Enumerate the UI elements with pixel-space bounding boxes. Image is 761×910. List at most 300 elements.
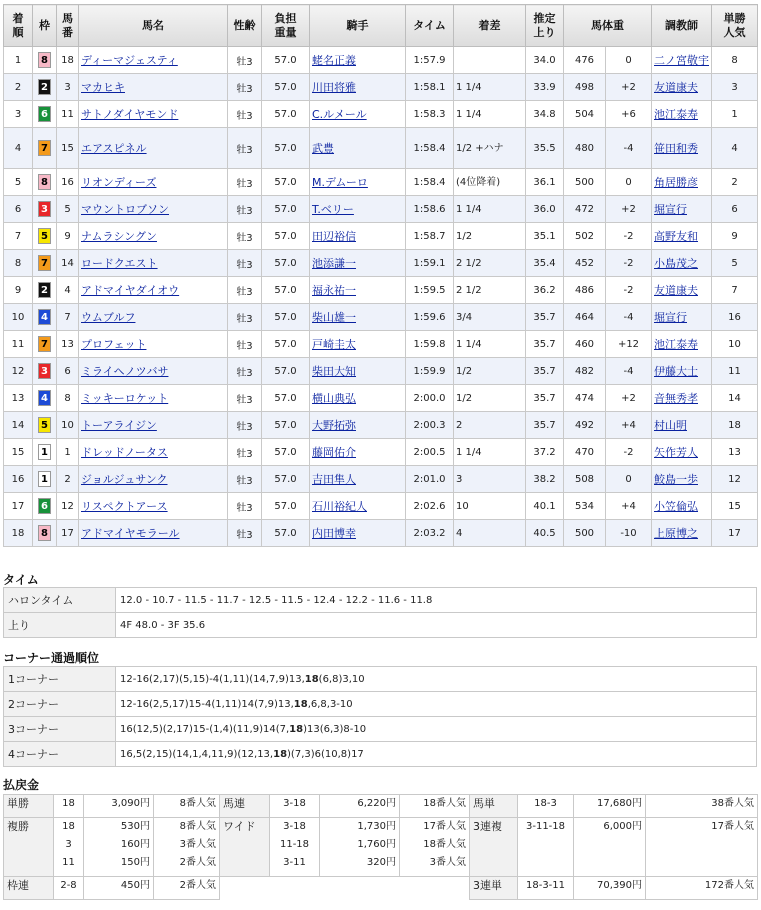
corner-highlight: 18 [304,673,319,685]
trainer-link[interactable]: 二ノ宮敬宇 [654,54,709,67]
corner-row [4,742,757,767]
trainer-link[interactable]: 笹田和秀 [654,142,698,155]
header-sexage[interactable]: 性齢 [228,5,262,47]
horse-name-link[interactable]: プロフェット [81,338,147,351]
corner-key: 2コーナー [4,692,116,717]
results-header-row [4,5,758,47]
sex-age-cell: 牡3 [228,466,262,493]
trainer-link[interactable]: 村山明 [654,419,687,432]
weight-diff-cell: +2 [606,196,652,223]
payout-label: 3連複 [473,820,502,833]
corner-value [116,742,757,767]
last3f-cell: 35.7 [526,331,564,358]
body-weight-cell: 470 [564,439,606,466]
payout-label-wide [220,818,270,877]
payout-num: 2-8 [60,880,77,891]
payout-pop: 172番人気 [704,880,754,891]
result-row [4,250,758,277]
waku-cell [33,331,57,358]
horse-name-link[interactable]: アドマイヤダイオウ [81,284,180,297]
waku-cell [33,101,57,128]
sex-age-cell: 牡3 [228,277,262,304]
horse-name-link[interactable]: ドレッドノータス [81,446,168,459]
jockey-link[interactable]: 蛯名正義 [312,54,356,67]
waku-badge: 3 [38,363,51,379]
horse-name-link[interactable]: ミライヘノツバサ [81,365,169,378]
weight-diff-cell: +12 [606,331,652,358]
header-time[interactable]: タイム [406,5,454,47]
header-num[interactable]: 馬 番 [57,5,79,47]
payout-label-tansho [4,795,54,818]
waku-badge: 8 [38,174,51,190]
jockey-link[interactable]: 大野拓弥 [312,419,356,432]
horse-name-link[interactable]: サトノダイヤモンド [81,108,179,121]
horse-name-cell [79,358,228,385]
rank-cell: 6 [4,196,33,223]
horse-number-cell: 3 [57,74,79,101]
horse-name-cell [79,385,228,412]
payout-pops-wide [400,818,470,877]
time-cell: 2:03.2 [406,520,454,547]
weight-diff-cell: 0 [606,169,652,196]
sex-age-cell: 牡3 [228,385,262,412]
time-row-agari [4,613,757,638]
time-cell: 1:58.1 [406,74,454,101]
jockey-link[interactable]: T.ベリー [312,203,354,216]
trainer-link[interactable]: 池江泰寿 [654,338,698,351]
rank-cell: 12 [4,358,33,385]
margin-cell: 3 [454,466,526,493]
horse-name-cell [79,74,228,101]
payout-pop: 17番人気 [711,821,754,832]
jockey-cell [310,439,406,466]
payout-amount: 320円 [366,857,396,868]
waku-badge: 5 [38,228,51,244]
popularity-cell: 7 [712,277,758,304]
trainer-cell [652,331,712,358]
jockey-link[interactable]: 柴山雄一 [312,311,356,324]
weight-cell: 57.0 [262,223,310,250]
payout-amount: 150円 [120,857,150,868]
payout-pop: 3番人気 [179,839,216,850]
sex-age-cell: 牡3 [228,358,262,385]
waku-cell [33,169,57,196]
payout-pops-wakuren [154,877,220,900]
result-row [4,101,758,128]
horse-name-link[interactable]: リスペクトアース [81,500,168,513]
time-cell: 1:59.1 [406,250,454,277]
trainer-link[interactable]: 上原博之 [654,527,698,540]
horse-name-cell [79,304,228,331]
rank-cell: 3 [4,101,33,128]
weight-diff-cell: +2 [606,385,652,412]
weight-diff-cell: -2 [606,439,652,466]
jockey-cell [310,304,406,331]
header-waku[interactable]: 枠 [33,5,57,47]
corner-highlight: 18 [293,698,308,710]
trainer-link[interactable]: 矢作芳人 [654,446,698,459]
corner-order: )13(6,3)8-10 [303,723,367,735]
horse-name-link[interactable]: ミッキーロケット [81,392,169,405]
waku-badge: 4 [38,390,51,406]
waku-cell [33,304,57,331]
payout-spacer [220,877,470,900]
margin-cell: 1 1/4 [454,331,526,358]
payout-label: 枠連 [7,879,29,892]
weight-diff-cell: -10 [606,520,652,547]
jockey-link[interactable]: 柴田大知 [312,365,356,378]
payout-pop: 17番人気 [423,821,466,832]
rank-cell: 15 [4,439,33,466]
jockey-link[interactable]: 藤岡佑介 [312,446,356,459]
result-row [4,169,758,196]
payout-amounts-fukusho [84,818,154,877]
header-weight[interactable]: 負担 重量 [262,5,310,47]
payout-label: 馬連 [223,797,245,810]
body-weight-cell: 500 [564,520,606,547]
payout-num: 3 [65,839,72,850]
sex-age-cell: 牡3 [228,304,262,331]
weight-cell: 57.0 [262,196,310,223]
results-body [4,47,758,547]
trainer-cell [652,74,712,101]
body-weight-cell: 452 [564,250,606,277]
time-cell: 2:02.6 [406,493,454,520]
jockey-link[interactable]: 吉田隼人 [312,473,356,486]
horse-name-link[interactable]: アドマイヤモラール [81,527,180,540]
payout-pop: 8番人気 [179,821,216,832]
corner-row [4,692,757,717]
corner-highlight: 18 [289,723,304,735]
time-cell: 1:58.3 [406,101,454,128]
header-margin[interactable]: 着差 [454,5,526,47]
waku-badge: 1 [38,444,51,460]
payout-nums-umaren [270,795,320,818]
waku-cell [33,196,57,223]
payout-pop: 18番人気 [423,839,466,850]
jockey-cell [310,223,406,250]
corner-highlight: 18 [273,748,288,760]
payout-num: 3-11 [283,857,306,868]
weight-cell: 57.0 [262,304,310,331]
horse-number-cell: 5 [57,196,79,223]
horse-number-cell: 15 [57,128,79,169]
last3f-cell: 35.7 [526,304,564,331]
trainer-link[interactable]: 小島茂之 [654,257,698,270]
jockey-cell [310,412,406,439]
sex-age-cell: 牡3 [228,196,262,223]
weight-diff-cell: -4 [606,128,652,169]
corner-row [4,717,757,742]
body-weight-cell: 482 [564,358,606,385]
payout-pops-umatan [646,795,758,818]
header-jockey[interactable]: 騎手 [310,5,406,47]
header-last3f[interactable]: 推定 上り [526,5,564,47]
body-weight-cell: 534 [564,493,606,520]
body-weight-cell: 464 [564,304,606,331]
payout-pop: 38番人気 [711,798,754,809]
body-weight-cell: 460 [564,331,606,358]
payout-amounts-umaren [320,795,400,818]
weight-diff-cell: -2 [606,250,652,277]
rank-cell: 5 [4,169,33,196]
margin-cell: 1 1/4 [454,196,526,223]
jockey-link[interactable]: 内田博幸 [312,527,356,540]
payout-row [4,818,758,877]
jockey-cell [310,466,406,493]
corner-key: 3コーナー [4,717,116,742]
horse-name-link[interactable]: マウントロブソン [81,203,169,216]
margin-cell: 1/2 [454,223,526,250]
trainer-link[interactable]: 池江泰寿 [654,108,698,121]
margin-cell: 2 1/2 [454,250,526,277]
jockey-link[interactable]: 川田将雅 [312,81,356,94]
horse-name-cell [79,493,228,520]
rank-cell: 16 [4,466,33,493]
waku-badge: 1 [38,471,51,487]
result-row [4,493,758,520]
rank-cell: 8 [4,250,33,277]
trainer-link[interactable]: 角居勝彦 [654,176,698,189]
trainer-link[interactable]: 伊藤大士 [654,365,698,378]
sex-age-cell: 牡3 [228,74,262,101]
time-cell: 1:58.7 [406,223,454,250]
payout-pop: 8番人気 [179,798,216,809]
jockey-link[interactable]: C.ルメール [312,108,367,121]
weight-diff-cell: +6 [606,101,652,128]
body-weight-cell: 480 [564,128,606,169]
last3f-cell: 34.8 [526,101,564,128]
header-body-weight[interactable]: 馬体重 [564,5,652,47]
horse-name-cell [79,277,228,304]
trainer-link[interactable]: 友道康夫 [654,284,698,297]
horse-name-link[interactable]: ナムラシングン [81,230,157,243]
weight-cell: 57.0 [262,74,310,101]
jockey-link[interactable]: 武豊 [312,142,334,155]
rank-cell: 13 [4,385,33,412]
sex-age-cell: 牡3 [228,47,262,74]
sex-age-cell: 牡3 [228,223,262,250]
payout-amount: 3,090円 [111,798,150,809]
weight-diff-cell: -4 [606,358,652,385]
payout-label-sanrentan [470,877,518,900]
payout-section-title: 払戻金 [3,778,40,792]
horse-number-cell: 14 [57,250,79,277]
horse-name-link[interactable]: トーアライジン [81,419,157,432]
horse-number-cell: 9 [57,223,79,250]
horse-name-link[interactable]: ジョルジュサンク [81,473,168,486]
sex-age-cell: 牡3 [228,493,262,520]
payout-label: 単勝 [7,797,29,810]
corner-row [4,667,757,692]
payout-amounts-tansho [84,795,154,818]
jockey-link[interactable]: 横山典弘 [312,392,356,405]
waku-badge: 4 [38,309,51,325]
waku-cell [33,74,57,101]
popularity-cell: 2 [712,169,758,196]
trainer-link[interactable]: 堀宣行 [654,311,687,324]
time-value: 4F 48.0 - 3F 35.6 [116,613,757,638]
result-row [4,331,758,358]
payout-amounts-umatan [574,795,646,818]
header-name[interactable]: 馬名 [79,5,228,47]
payout-label: 3連単 [473,879,502,892]
waku-cell [33,520,57,547]
jockey-link[interactable]: 石川裕紀人 [312,500,367,513]
header-popularity[interactable]: 単勝 人気 [712,5,758,47]
time-cell: 1:58.4 [406,169,454,196]
weight-cell: 57.0 [262,493,310,520]
result-row [4,74,758,101]
last3f-cell: 35.4 [526,250,564,277]
weight-cell: 57.0 [262,169,310,196]
margin-cell: 1/2 +ハナ [454,128,526,169]
sex-age-cell: 牡3 [228,331,262,358]
payout-amount: 450円 [120,880,150,891]
payout-nums-wakuren [54,877,84,900]
jockey-cell [310,385,406,412]
rank-cell: 1 [4,47,33,74]
corner-order: 16(12,5)(2,17)15-(1,4)(11,9)14(7, [120,723,290,735]
weight-cell: 57.0 [262,101,310,128]
horse-number-cell: 2 [57,466,79,493]
corner-order: ,6,8,3-10 [307,698,353,710]
popularity-cell: 17 [712,520,758,547]
trainer-cell [652,439,712,466]
last3f-cell: 35.7 [526,358,564,385]
horse-number-cell: 12 [57,493,79,520]
payout-label-sanrenpuku [470,818,518,877]
trainer-cell [652,493,712,520]
payout-num: 3-18 [283,821,306,832]
last3f-cell: 34.0 [526,47,564,74]
time-table [3,587,757,638]
horse-name-link[interactable]: マカヒキ [81,81,125,94]
payout-amount: 17,680円 [597,798,642,809]
last3f-cell: 33.9 [526,74,564,101]
payout-label: 馬単 [473,797,495,810]
horse-name-cell [79,331,228,358]
margin-cell: 3/4 [454,304,526,331]
payout-nums-umatan [518,795,574,818]
horse-name-cell [79,466,228,493]
corner-order: (6,8)3,10 [318,673,365,685]
margin-cell: 10 [454,493,526,520]
payout-num: 11-18 [279,839,310,850]
jockey-cell [310,358,406,385]
result-row [4,128,758,169]
jockey-link[interactable]: 福永祐一 [312,284,356,297]
jockey-link[interactable]: 池添謙一 [312,257,356,270]
popularity-cell: 4 [712,128,758,169]
popularity-cell: 10 [712,331,758,358]
trainer-cell [652,358,712,385]
horse-number-cell: 4 [57,277,79,304]
payout-label-wakuren [4,877,54,900]
popularity-cell: 12 [712,466,758,493]
waku-badge: 8 [38,52,51,68]
trainer-link[interactable]: 堀宣行 [654,203,687,216]
payout-amount: 70,390円 [597,880,642,891]
payout-amount: 1,760円 [357,839,396,850]
trainer-cell [652,128,712,169]
trainer-link[interactable]: 鮫島一歩 [654,473,698,486]
last3f-cell: 36.2 [526,277,564,304]
payout-body [4,795,758,900]
waku-badge: 3 [38,201,51,217]
margin-cell: 1/2 [454,358,526,385]
jockey-link[interactable]: 田辺裕信 [312,230,356,243]
horse-number-cell: 8 [57,385,79,412]
margin-cell: (4位降着) [454,169,526,196]
result-row [4,47,758,74]
horse-name-link[interactable]: ロードクエスト [81,257,158,270]
waku-cell [33,277,57,304]
trainer-link[interactable]: 友道康夫 [654,81,698,94]
jockey-link[interactable]: M.デムーロ [312,176,368,189]
header-rank[interactable]: 着 順 [4,5,33,47]
weight-diff-cell: -2 [606,223,652,250]
last3f-cell: 35.7 [526,385,564,412]
jockey-cell [310,47,406,74]
trainer-cell [652,250,712,277]
horse-name-cell [79,250,228,277]
horse-name-cell [79,196,228,223]
header-trainer[interactable]: 調教師 [652,5,712,47]
weight-diff-cell: 0 [606,466,652,493]
payout-num: 18-3 [534,798,557,809]
rank-cell: 18 [4,520,33,547]
weight-diff-cell: +2 [606,74,652,101]
horse-number-cell: 17 [57,520,79,547]
popularity-cell: 16 [712,304,758,331]
body-weight-cell: 504 [564,101,606,128]
time-key: ハロンタイム [4,588,116,613]
margin-cell: 1 1/4 [454,439,526,466]
horse-name-cell [79,412,228,439]
jockey-cell [310,101,406,128]
result-row [4,304,758,331]
payout-label-fukusho [4,818,54,877]
trainer-link[interactable]: 小笠倫弘 [654,500,698,513]
sex-age-cell: 牡3 [228,250,262,277]
payout-amounts-sanrentan [574,877,646,900]
result-row [4,223,758,250]
results-table [3,4,758,547]
waku-badge: 6 [38,106,51,122]
horse-name-link[interactable]: リオンディーズ [81,176,157,189]
payout-num: 18 [62,798,75,809]
trainer-link[interactable]: 音無秀孝 [654,392,698,405]
time-cell: 1:58.6 [406,196,454,223]
jockey-link[interactable]: 戸崎圭太 [312,338,356,351]
result-row [4,466,758,493]
payout-pops-sanrentan [646,877,758,900]
horse-name-link[interactable]: ウムブルフ [81,311,136,324]
trainer-link[interactable]: 高野友和 [654,230,698,243]
payout-num: 18 [62,821,75,832]
horse-name-link[interactable]: ディーマジェスティ [81,54,178,67]
waku-cell [33,385,57,412]
waku-cell [33,250,57,277]
result-row [4,196,758,223]
horse-name-link[interactable]: エアスピネル [81,142,147,155]
payout-num: 3-18 [283,798,306,809]
jockey-cell [310,250,406,277]
payout-amounts-sanrenpuku [574,818,646,877]
payout-nums-fukusho [54,818,84,877]
horse-number-cell: 16 [57,169,79,196]
